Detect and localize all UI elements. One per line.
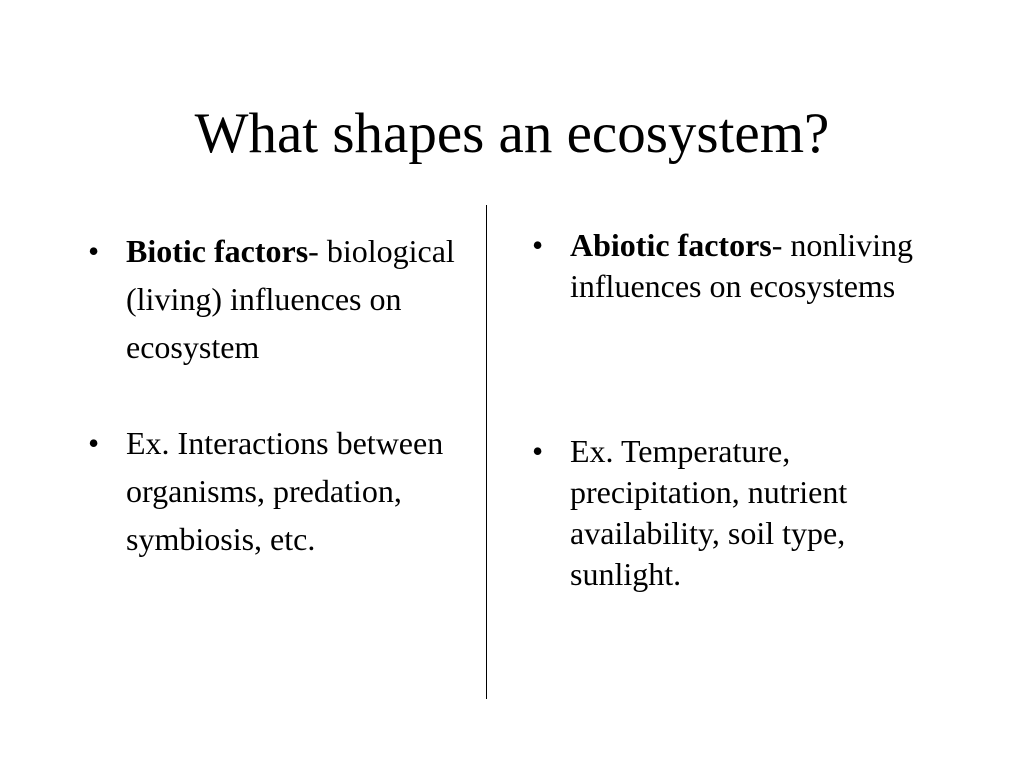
biotic-factors-term: Biotic factors xyxy=(126,233,309,269)
bullet-marker: • xyxy=(532,227,544,263)
term-separator: - xyxy=(308,233,319,269)
bullet-abiotic-examples xyxy=(532,431,942,595)
abiotic-factors-definition: nonliving influences on ecosystems xyxy=(570,227,914,304)
bullet-biotic-factors xyxy=(88,227,478,371)
bullet-biotic-examples xyxy=(88,419,478,563)
bullet-abiotic-factors xyxy=(532,225,942,307)
bullet-marker: • xyxy=(532,433,544,469)
left-column xyxy=(88,227,478,563)
abiotic-factors-term: Abiotic factors xyxy=(570,227,772,263)
abiotic-examples-text: Ex. Temperature, precipitation, nutrient availability, soil type, sunlight. xyxy=(570,433,848,592)
bullet-marker: • xyxy=(88,233,100,269)
right-column xyxy=(532,225,942,595)
bullet-marker: • xyxy=(88,425,100,461)
biotic-factors-definition: biological (living) influences on ecosystem xyxy=(126,233,455,365)
column-divider xyxy=(486,205,487,699)
term-separator: - xyxy=(771,227,783,263)
biotic-examples-text: Ex. Interactions between organisms, predation, symbiosis, etc. xyxy=(126,425,444,557)
slide-title: What shapes an ecosystem? xyxy=(194,102,830,165)
